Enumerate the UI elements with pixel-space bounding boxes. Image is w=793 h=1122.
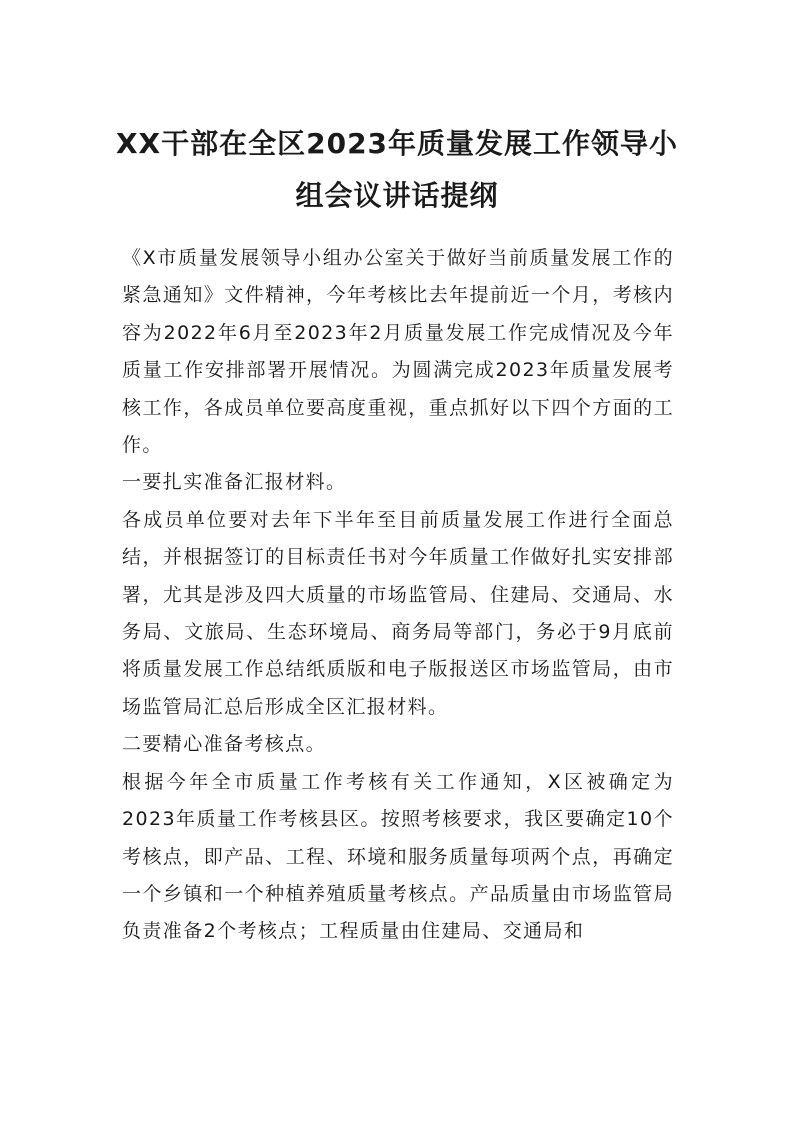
paragraph-materials: 各成员单位要对去年下半年至目前质量发展工作进行全面总结，并根据签订的目标责任书对今年质量工作做好扎实安排部署，尤其是涉及四大质量的市场监管局、住建局、交通局、水务局、文旅局、生态环境局、商务局等部门，务必于9月底前将质量发展工作总结纸质版和电子版报送区市场监管局，由市场监管局汇总后形成全区汇报材料。 (122, 508, 674, 718)
document-body (122, 240, 674, 951)
paragraph-intro: 《X市质量发展领导小组办公室关于做好当前质量发展工作的紧急通知》文件精神，今年考核比去年提前近一个月，考核内容为2022年6月至2023年2月质量发展工作完成情况及今年质量工作安排部署开展情况。为圆满完成2023年质量发展考核工作，各成员单位要高度重视，重点抓好以下四个方面的工作。 (122, 247, 674, 457)
section-heading-1: 一要扎实准备汇报材料。 (122, 471, 347, 494)
document-title: XX干部在全区2023年质量发展工作领导小组会议讲话提纲 (115, 127, 679, 212)
section-heading-2: 二要精心准备考核点。 (122, 733, 327, 756)
paragraph-assessment-points: 根据今年全市质量工作考核有关工作通知，X区被确定为2023年质量工作考核县区。按照考核要求，我区要确定10个考核点，即产品、工程、环境和服务质量每项两个点，再确定一个乡镇和一个种植养殖质量考核点。产品质量由市场监管局负责准备2个考核点；工程质量由住建局、交通局和 (122, 770, 674, 943)
